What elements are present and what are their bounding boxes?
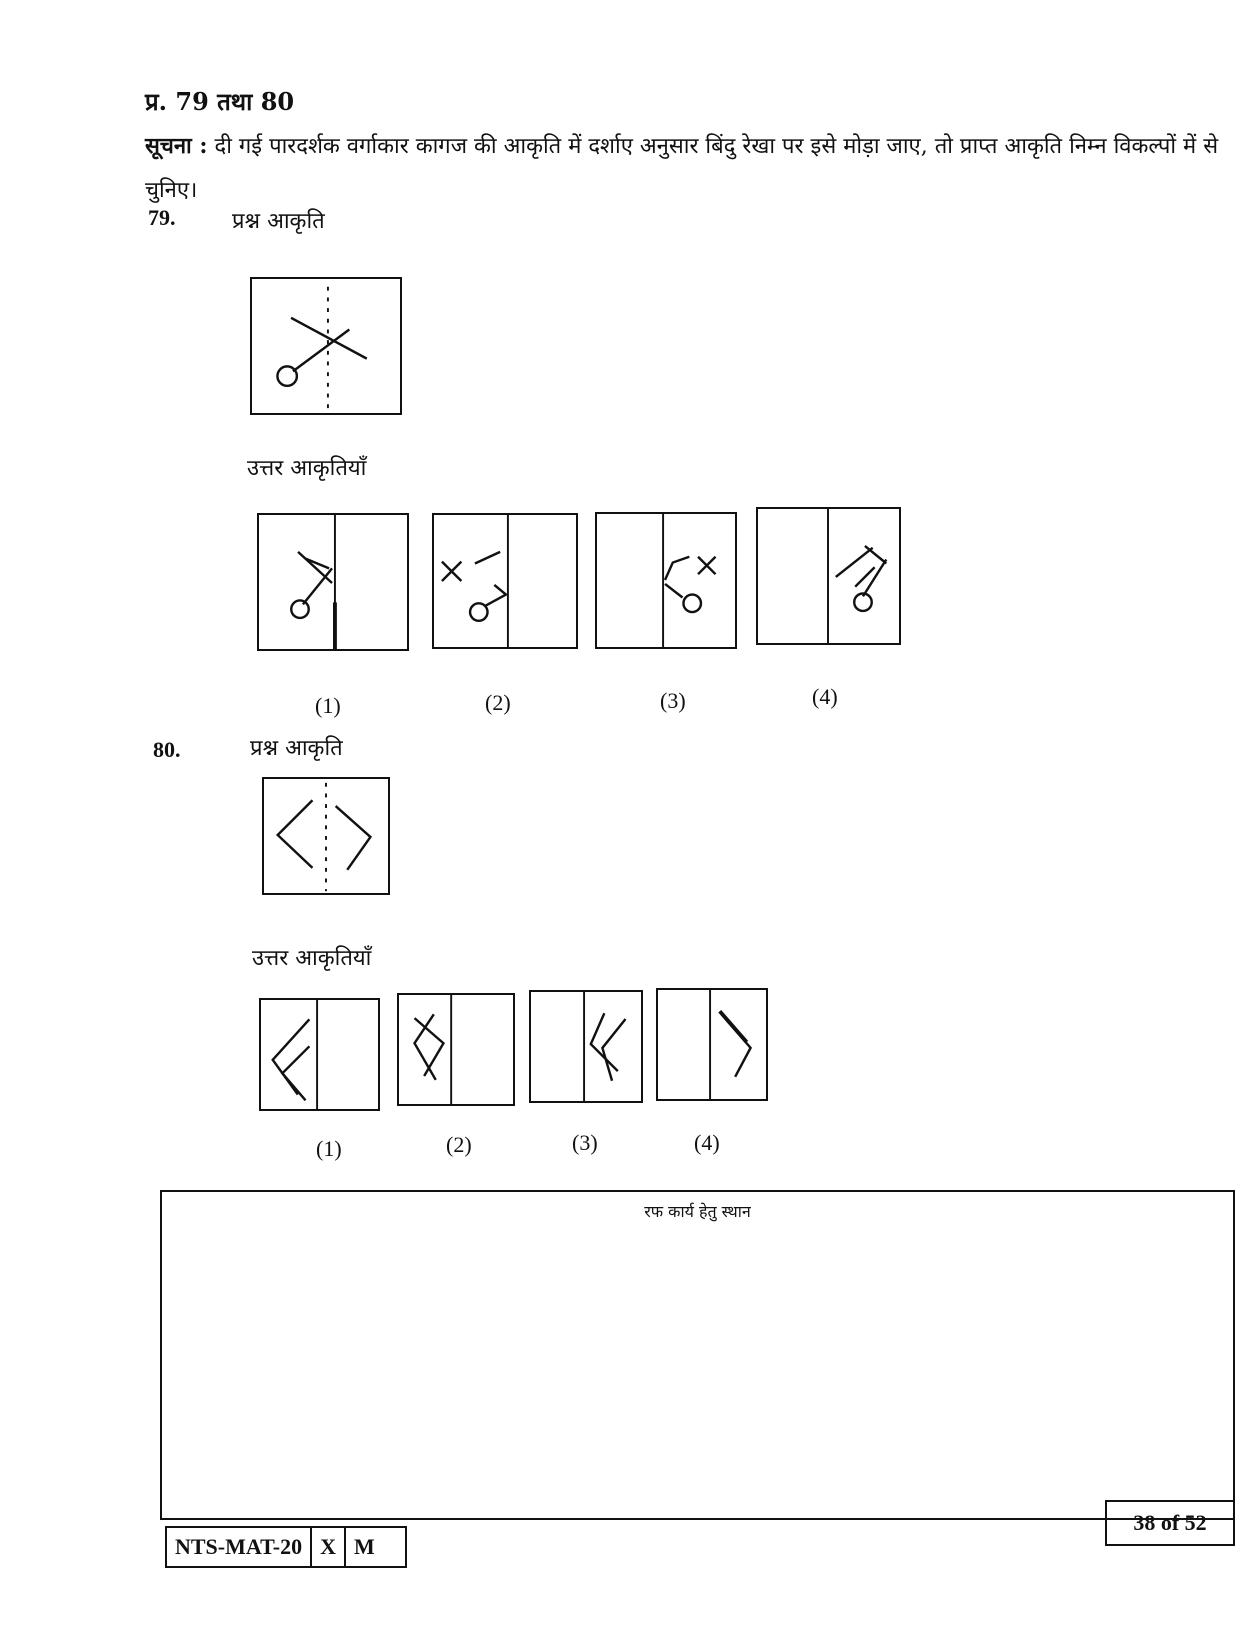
question-80-option-4-label: (4) bbox=[694, 1130, 720, 1155]
question-79-option-1-figure bbox=[257, 513, 409, 651]
question-80-option-2-label: (2) bbox=[446, 1132, 472, 1157]
question-80-figure bbox=[262, 777, 390, 895]
notice-text: दी गई पारदर्शक वर्गाकार कागज की आकृति में दर्शाए अनुसार बिंदु रेखा पर इसे मोड़ा जाए, तो प्राप्त आकृति निम्न विकल्पों में से चुनिए। bbox=[145, 134, 1219, 203]
notice-label: सूचना : bbox=[145, 133, 208, 159]
question-79-label: प्रश्न आकृति bbox=[232, 209, 325, 234]
question-79-option-1-label: (1) bbox=[315, 693, 341, 718]
page-number: 38 of 52 bbox=[1105, 1500, 1235, 1546]
section-header: प्र. 79 तथा 80 bbox=[145, 87, 295, 116]
paper-medium: M bbox=[354, 1534, 375, 1559]
question-79-option-4-label: (4) bbox=[812, 684, 838, 709]
question-79-option-3-label: (3) bbox=[660, 688, 686, 713]
question-79-option-4-figure bbox=[756, 507, 901, 645]
question-80-option-4-figure bbox=[656, 988, 768, 1101]
question-80-number: 80. bbox=[153, 737, 181, 762]
question-79-number: 79. bbox=[148, 205, 176, 230]
paper-code: NTS-MAT-20 bbox=[167, 1528, 312, 1566]
question-79-option-3-figure bbox=[595, 512, 737, 649]
question-79-answer-label: उत्तर आकृतियाँ bbox=[247, 456, 367, 481]
question-80-option-2-figure bbox=[397, 993, 515, 1106]
rough-work-title: रफ कार्य हेतु स्थान bbox=[644, 1202, 751, 1221]
question-79-figure bbox=[250, 277, 402, 415]
question-80-option-1-label: (1) bbox=[316, 1136, 342, 1161]
paper-code-box bbox=[165, 1526, 407, 1568]
question-79-option-2-label: (2) bbox=[485, 690, 511, 715]
question-80-option-3-label: (3) bbox=[572, 1130, 598, 1155]
question-80-option-3-figure bbox=[529, 990, 643, 1103]
question-80-label: प्रश्न आकृति bbox=[250, 736, 343, 761]
rough-work-box bbox=[160, 1190, 1235, 1520]
question-80-option-1-figure bbox=[259, 998, 380, 1111]
question-80-answer-label: उत्तर आकृतियाँ bbox=[252, 946, 372, 971]
question-79-option-2-figure bbox=[432, 513, 578, 649]
paper-class: X bbox=[312, 1528, 346, 1566]
instruction-notice bbox=[145, 124, 1235, 213]
